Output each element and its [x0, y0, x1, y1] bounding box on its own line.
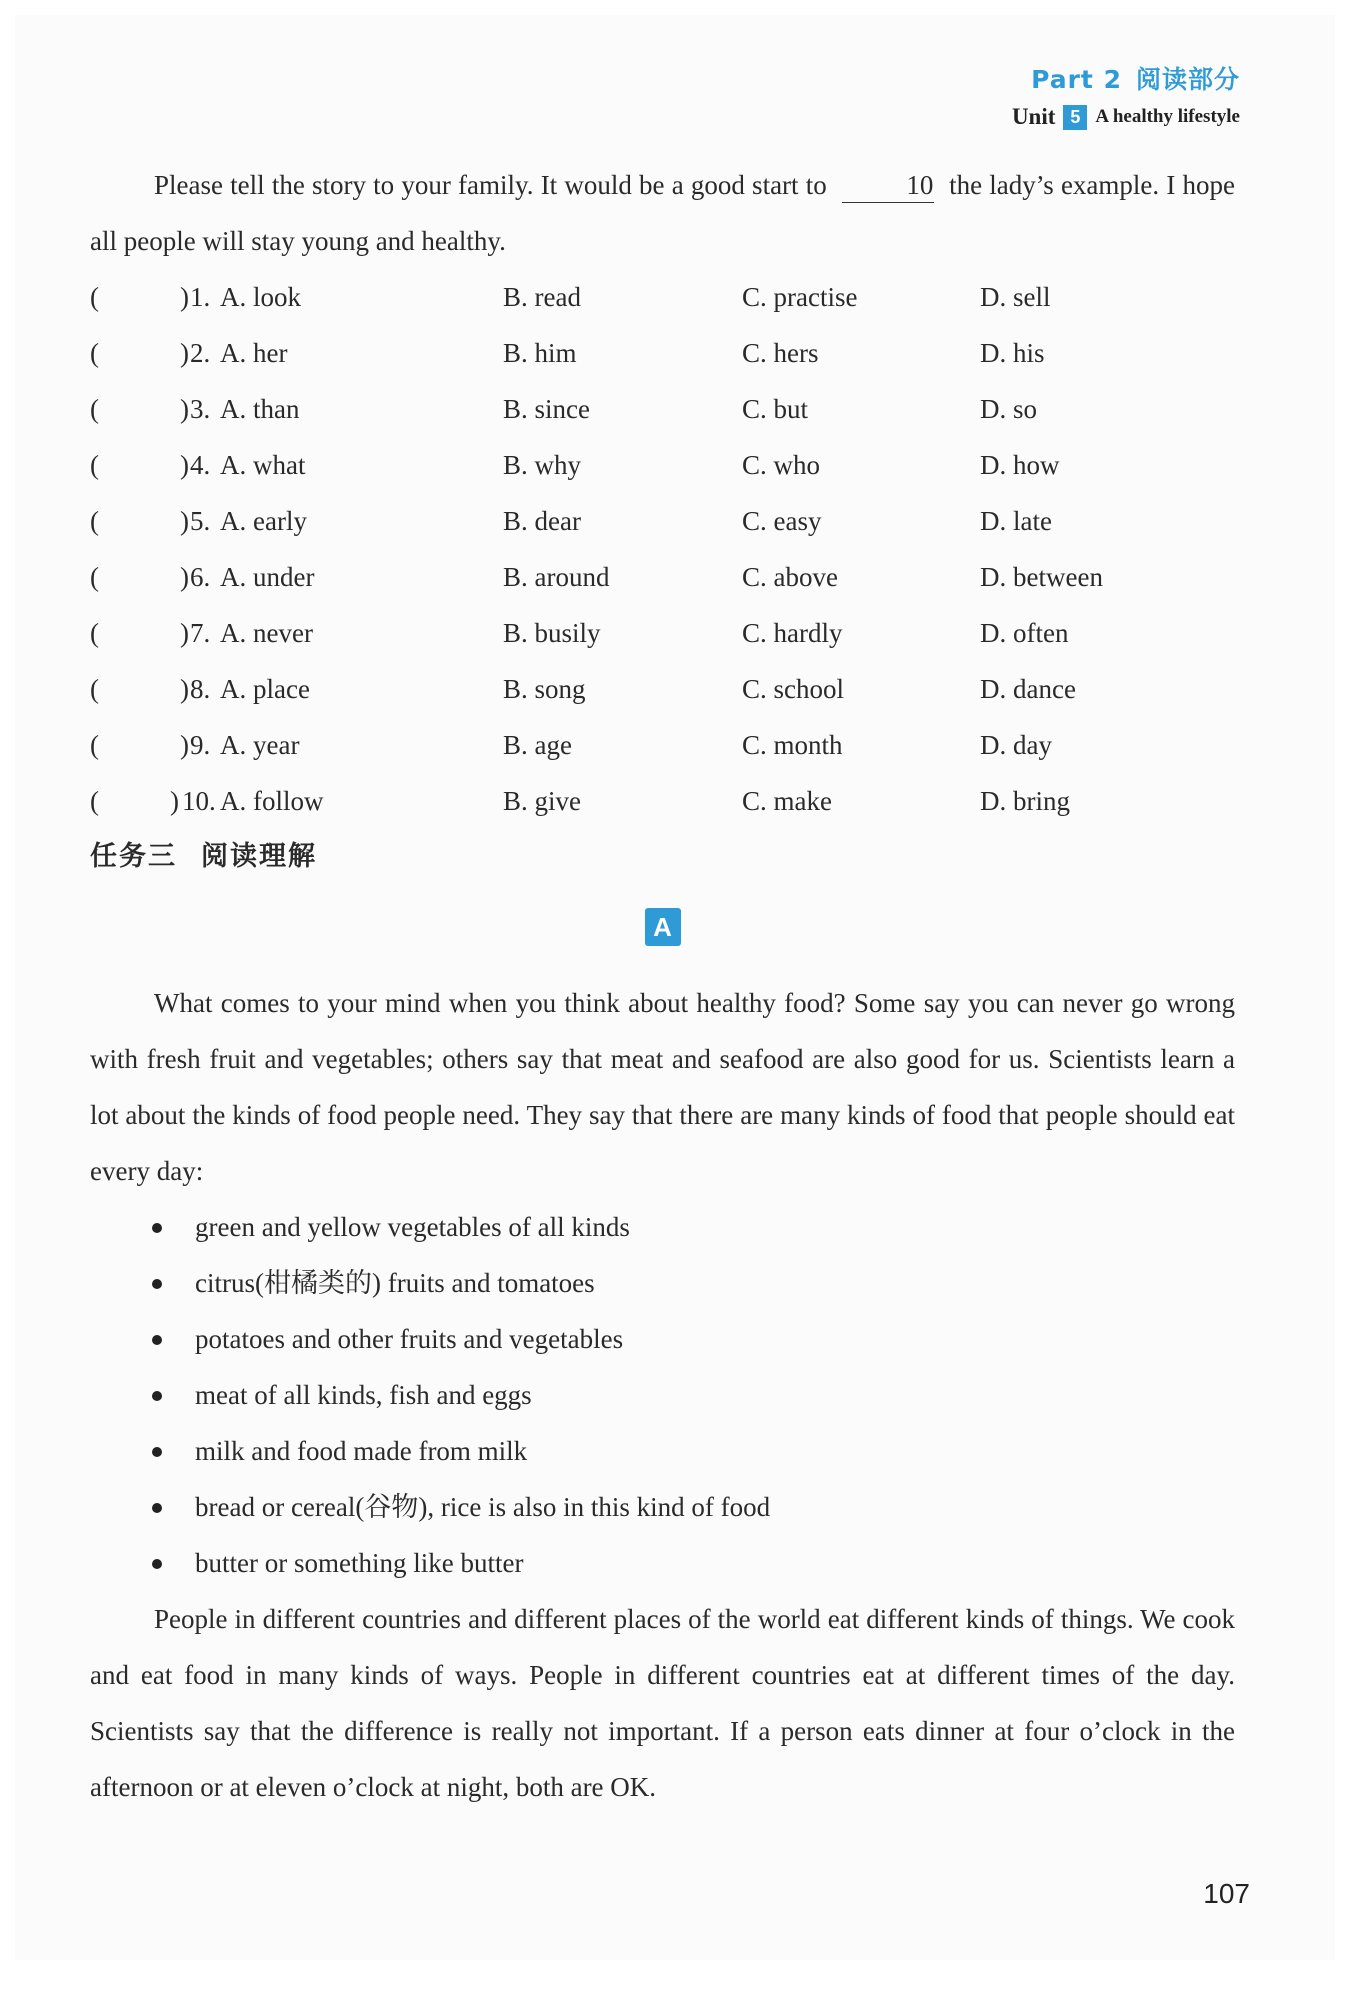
question-number: 5. — [190, 506, 211, 536]
question-number: 10. — [182, 786, 216, 816]
option-b: B. since — [503, 394, 590, 424]
header-part-section: 阅读部分 — [1135, 65, 1240, 94]
passage-badge-wrap — [90, 885, 1235, 975]
answer-paren-open: ( — [90, 730, 99, 760]
option-b: B. busily — [503, 618, 601, 648]
option-a: A. follow — [220, 786, 324, 816]
option-d: D. so — [980, 394, 1038, 424]
option-b: B. read — [503, 282, 581, 312]
list-item — [90, 1535, 1235, 1591]
option-b: B. age — [503, 730, 572, 760]
question-row — [90, 717, 1235, 773]
list-item-text: milk and food made from milk — [195, 1436, 528, 1466]
option-c: C. make — [742, 786, 832, 816]
option-d: D. late — [980, 506, 1052, 536]
option-c: C. who — [742, 450, 821, 480]
answer-paren-close: ) — [180, 450, 189, 480]
option-a: A. her — [220, 338, 288, 368]
option-a: A. year — [220, 730, 300, 760]
question-row — [90, 773, 1235, 829]
question-row — [90, 325, 1235, 381]
option-b: B. give — [503, 786, 581, 816]
question-number: 7. — [190, 618, 211, 648]
answer-paren-close: ) — [180, 618, 189, 648]
option-d: D. day — [980, 730, 1052, 760]
list-item — [90, 1199, 1235, 1255]
option-a: A. look — [220, 282, 301, 312]
answer-paren-close: ) — [170, 786, 179, 816]
option-c: C. hers — [742, 338, 819, 368]
list-item — [90, 1423, 1235, 1479]
header-unit — [1012, 104, 1240, 130]
option-c: C. but — [742, 394, 809, 424]
option-c: C. practise — [742, 282, 858, 312]
header-part — [1012, 60, 1240, 96]
page-number: 107 — [1203, 1878, 1250, 1909]
answer-paren-open: ( — [90, 562, 99, 592]
answer-paren-close: ) — [180, 394, 189, 424]
answer-paren-open: ( — [90, 282, 99, 312]
bullet-icon — [152, 1391, 162, 1401]
list-item-text: butter or something like butter — [195, 1548, 524, 1578]
option-a: A. early — [220, 506, 307, 536]
bullet-icon — [152, 1447, 162, 1457]
option-b: B. around — [503, 562, 610, 592]
option-d: D. his — [980, 338, 1045, 368]
question-number: 8. — [190, 674, 211, 704]
option-b: B. why — [503, 450, 582, 480]
list-item — [90, 1479, 1235, 1535]
answer-paren-close: ) — [180, 338, 189, 368]
option-d: D. often — [980, 618, 1069, 648]
answer-blank: 10 — [842, 168, 934, 203]
passage-paragraph-2: People in different countries and different places of the world eat different kinds of things. We cook and eat food in many kinds of ways. People in different countries eat at different times of the day. Scientists say that the difference is really not important. If a person eats dinner at four o’clock in the afternoon or at eleven o’clock at night, both are OK. — [90, 1604, 1235, 1802]
list-item — [90, 1255, 1235, 1311]
option-b: B. him — [503, 338, 577, 368]
unit-word: Unit — [1011, 104, 1056, 129]
answer-paren-close: ) — [180, 506, 189, 536]
textbook-page — [15, 15, 1335, 1960]
bullet-icon — [152, 1279, 162, 1289]
section-title: 阅读理解 — [201, 841, 317, 872]
question-row — [90, 661, 1235, 717]
question-row — [90, 549, 1235, 605]
list-item — [90, 1367, 1235, 1423]
option-d: D. sell — [980, 282, 1051, 312]
answer-paren-open: ( — [90, 338, 99, 368]
list-item-text: citrus(柑橘类的) fruits and tomatoes — [195, 1268, 595, 1298]
answer-paren-close: ) — [180, 674, 189, 704]
option-d: D. bring — [980, 786, 1070, 816]
question-number: 9. — [190, 730, 211, 760]
question-number: 2. — [190, 338, 211, 368]
question-row — [90, 381, 1235, 437]
intro-text-before: Please tell the story to your family. It would be a good start to — [154, 170, 827, 200]
option-c: C. school — [742, 674, 845, 704]
option-c: C. hardly — [742, 618, 843, 648]
section-heading — [90, 829, 1235, 885]
header-part-label: Part 2 — [1031, 65, 1122, 94]
passage-paragraph-1: What comes to your mind when you think about healthy food? Some say you can never go wrong with fresh fruit and vegetables; others say that meat and seafood are also good for us. Scientists learn a lot about the kinds of food people need. They say that there are many kinds of food that people should eat every day: — [90, 988, 1235, 1186]
answer-paren-open: ( — [90, 394, 99, 424]
option-d: D. between — [980, 562, 1103, 592]
option-d: D. dance — [980, 674, 1076, 704]
option-c: C. month — [742, 730, 843, 760]
question-number: 1. — [190, 282, 211, 312]
list-item — [90, 1311, 1235, 1367]
passage-badge: A — [645, 908, 681, 946]
unit-number-badge: 5 — [1063, 105, 1087, 130]
bullet-icon — [152, 1335, 162, 1345]
option-c: C. easy — [742, 506, 822, 536]
answer-paren-close: ) — [180, 730, 189, 760]
answer-paren-close: ) — [180, 562, 189, 592]
option-a: A. than — [220, 394, 300, 424]
option-a: A. what — [220, 450, 306, 480]
option-d: D. how — [980, 450, 1060, 480]
unit-title: A healthy lifestyle — [1095, 106, 1240, 127]
page-header — [1012, 60, 1240, 130]
option-a: A. never — [220, 618, 313, 648]
answer-paren-open: ( — [90, 674, 99, 704]
answer-paren-open: ( — [90, 450, 99, 480]
food-list — [90, 1199, 1235, 1591]
bullet-icon — [152, 1559, 162, 1569]
section-label: 任务三 — [90, 841, 177, 872]
intro-paragraph — [90, 157, 1235, 269]
intro-text-after: the lady’s example. I hope all people will stay young and healthy. — [90, 170, 1235, 256]
option-a: A. place — [220, 674, 310, 704]
question-row — [90, 437, 1235, 493]
page-content — [90, 157, 1235, 1815]
question-row — [90, 493, 1235, 549]
answer-paren-close: ) — [180, 282, 189, 312]
bullet-icon — [152, 1503, 162, 1513]
option-a: A. under — [220, 562, 315, 592]
list-item-text: bread or cereal(谷物), rice is also in this kind of food — [195, 1492, 771, 1522]
list-item-text: meat of all kinds, fish and eggs — [195, 1380, 532, 1410]
question-number: 4. — [190, 450, 211, 480]
answer-paren-open: ( — [90, 786, 99, 816]
question-number: 3. — [190, 394, 211, 424]
list-item-text: green and yellow vegetables of all kinds — [195, 1212, 630, 1242]
answer-paren-open: ( — [90, 506, 99, 536]
question-row — [90, 605, 1235, 661]
option-b: B. song — [503, 674, 586, 704]
bullet-icon — [152, 1223, 162, 1233]
list-item-text: potatoes and other fruits and vegetables — [195, 1324, 624, 1354]
answer-paren-open: ( — [90, 618, 99, 648]
question-row — [90, 269, 1235, 325]
question-list — [90, 269, 1235, 829]
question-number: 6. — [190, 562, 211, 592]
option-b: B. dear — [503, 506, 581, 536]
option-c: C. above — [742, 562, 838, 592]
